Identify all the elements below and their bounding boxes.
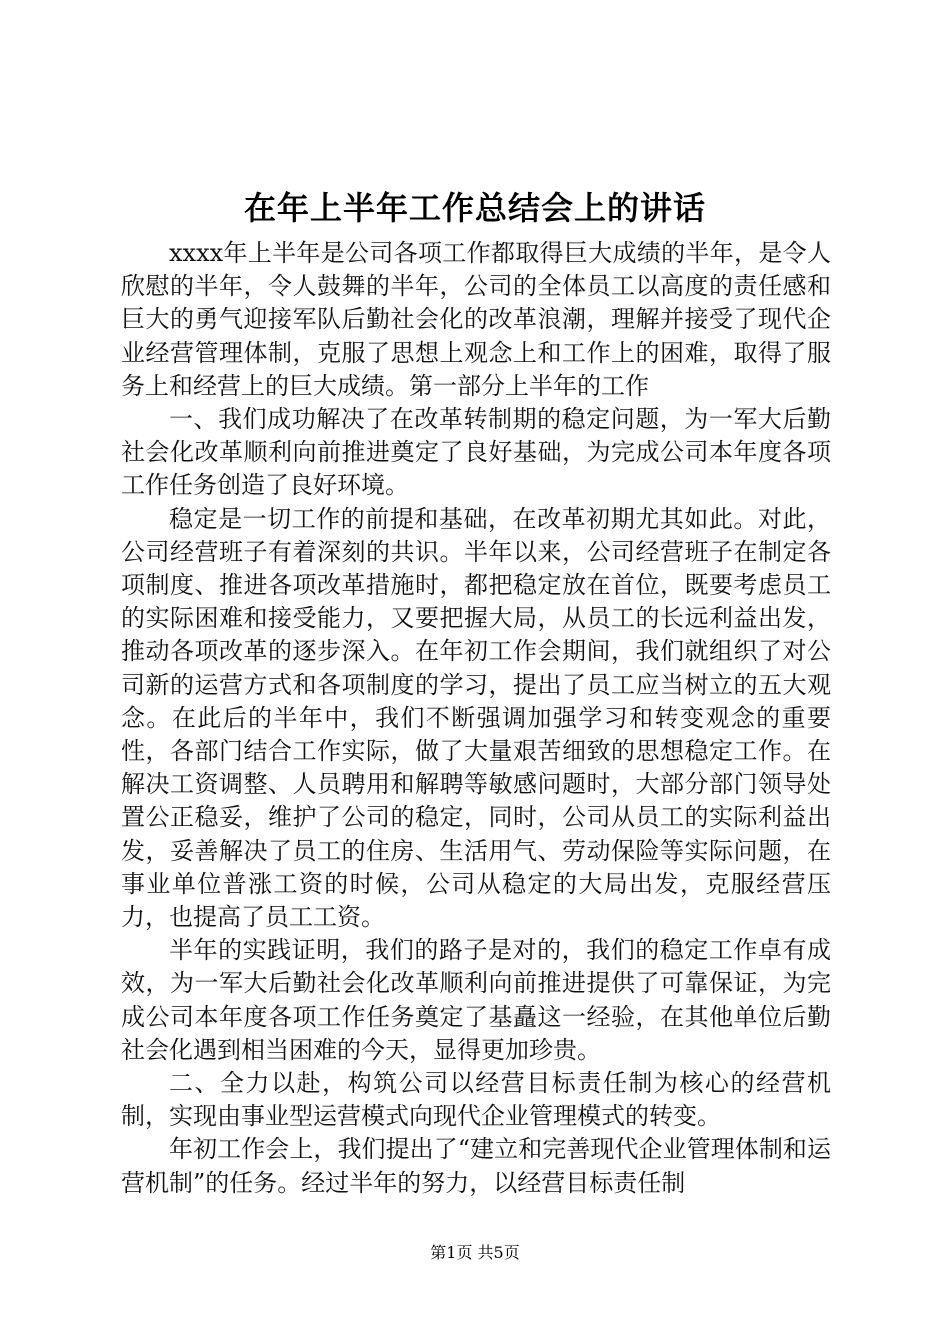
- paragraph-intro: xxxx年上半年是公司各项工作都取得巨大成绩的半年，是令人欣慰的半年，令人鼓舞的半年，公司的全体员工以高度的责任感和巨大的勇气迎接军队后勤社会化的改革浪潮，理解并接受了现代企业经营管理体制，克服了思想上观念上和工作上的困难，取得了服务上和经营上的巨大成绩。第一部分上半年的工作: [121, 239, 831, 400]
- paragraph-section-one: 一、我们成功解决了在改革转制期的稳定问题，为一军大后勤社会化改革顺利向前推进奠定了良好基础，为完成公司本年度各项工作任务创造了良好环境。: [121, 405, 831, 500]
- page-number-footer: 第1页 共5页: [430, 1243, 520, 1262]
- paragraph-section-two: 二、全力以赴，构筑公司以经营目标责任制为核心的经营机制，实现由事业型运营模式向现代企业管理模式的转变。: [121, 1069, 831, 1131]
- paragraph-practice: 半年的实践证明，我们的路子是对的，我们的稳定工作卓有成效，为一军大后勤社会化改革顺利向前推进提供了可靠保证，为完成公司本年度各项工作任务奠定了基矗这一经验，在其他单位后勤社会化遇到相当困难的今天，显得更加珍贵。: [121, 936, 831, 1064]
- paragraph-stability: 稳定是一切工作的前提和基础，在改革初期尤其如此。对此，公司经营班子有着深刻的共识。半年以来，公司经营班子在制定各项制度、推进各项改革措施时，都把稳定放在首位，既要考虑员工的实际困难和接受能力，又要把握大局，从员工的长远利益出发，推动各项改革的逐步深入。在年初工作会期间，我们就组织了对公司新的运营方式和各项制度的学习，提出了员工应当树立的五大观念。在此后的半年中，我们不断强调加强学习和转变观念的重要性，各部门结合工作实际，做了大量艰苦细致的思想稳定工作。在解决工资调整、人员聘用和解聘等敏感问题时，大部分部门领导处置公正稳妥，维护了公司的稳定，同时，公司从员工的实际利益出发，妥善解决了员工的住房、生活用气、劳动保险等实际问题，在事业单位普涨工资的时候，公司从稳定的大局出发，克服经营压力，也提高了员工工资。: [121, 504, 831, 932]
- document-title: 在年上半年工作总结会上的讲话: [243, 189, 706, 227]
- document-body: [121, 237, 831, 1200]
- paragraph-annual-meeting: 年初工作会上，我们提出了“建立和完善现代企业管理体制和运营机制”的任务。经过半年的努力，以经营目标责任制: [121, 1135, 831, 1197]
